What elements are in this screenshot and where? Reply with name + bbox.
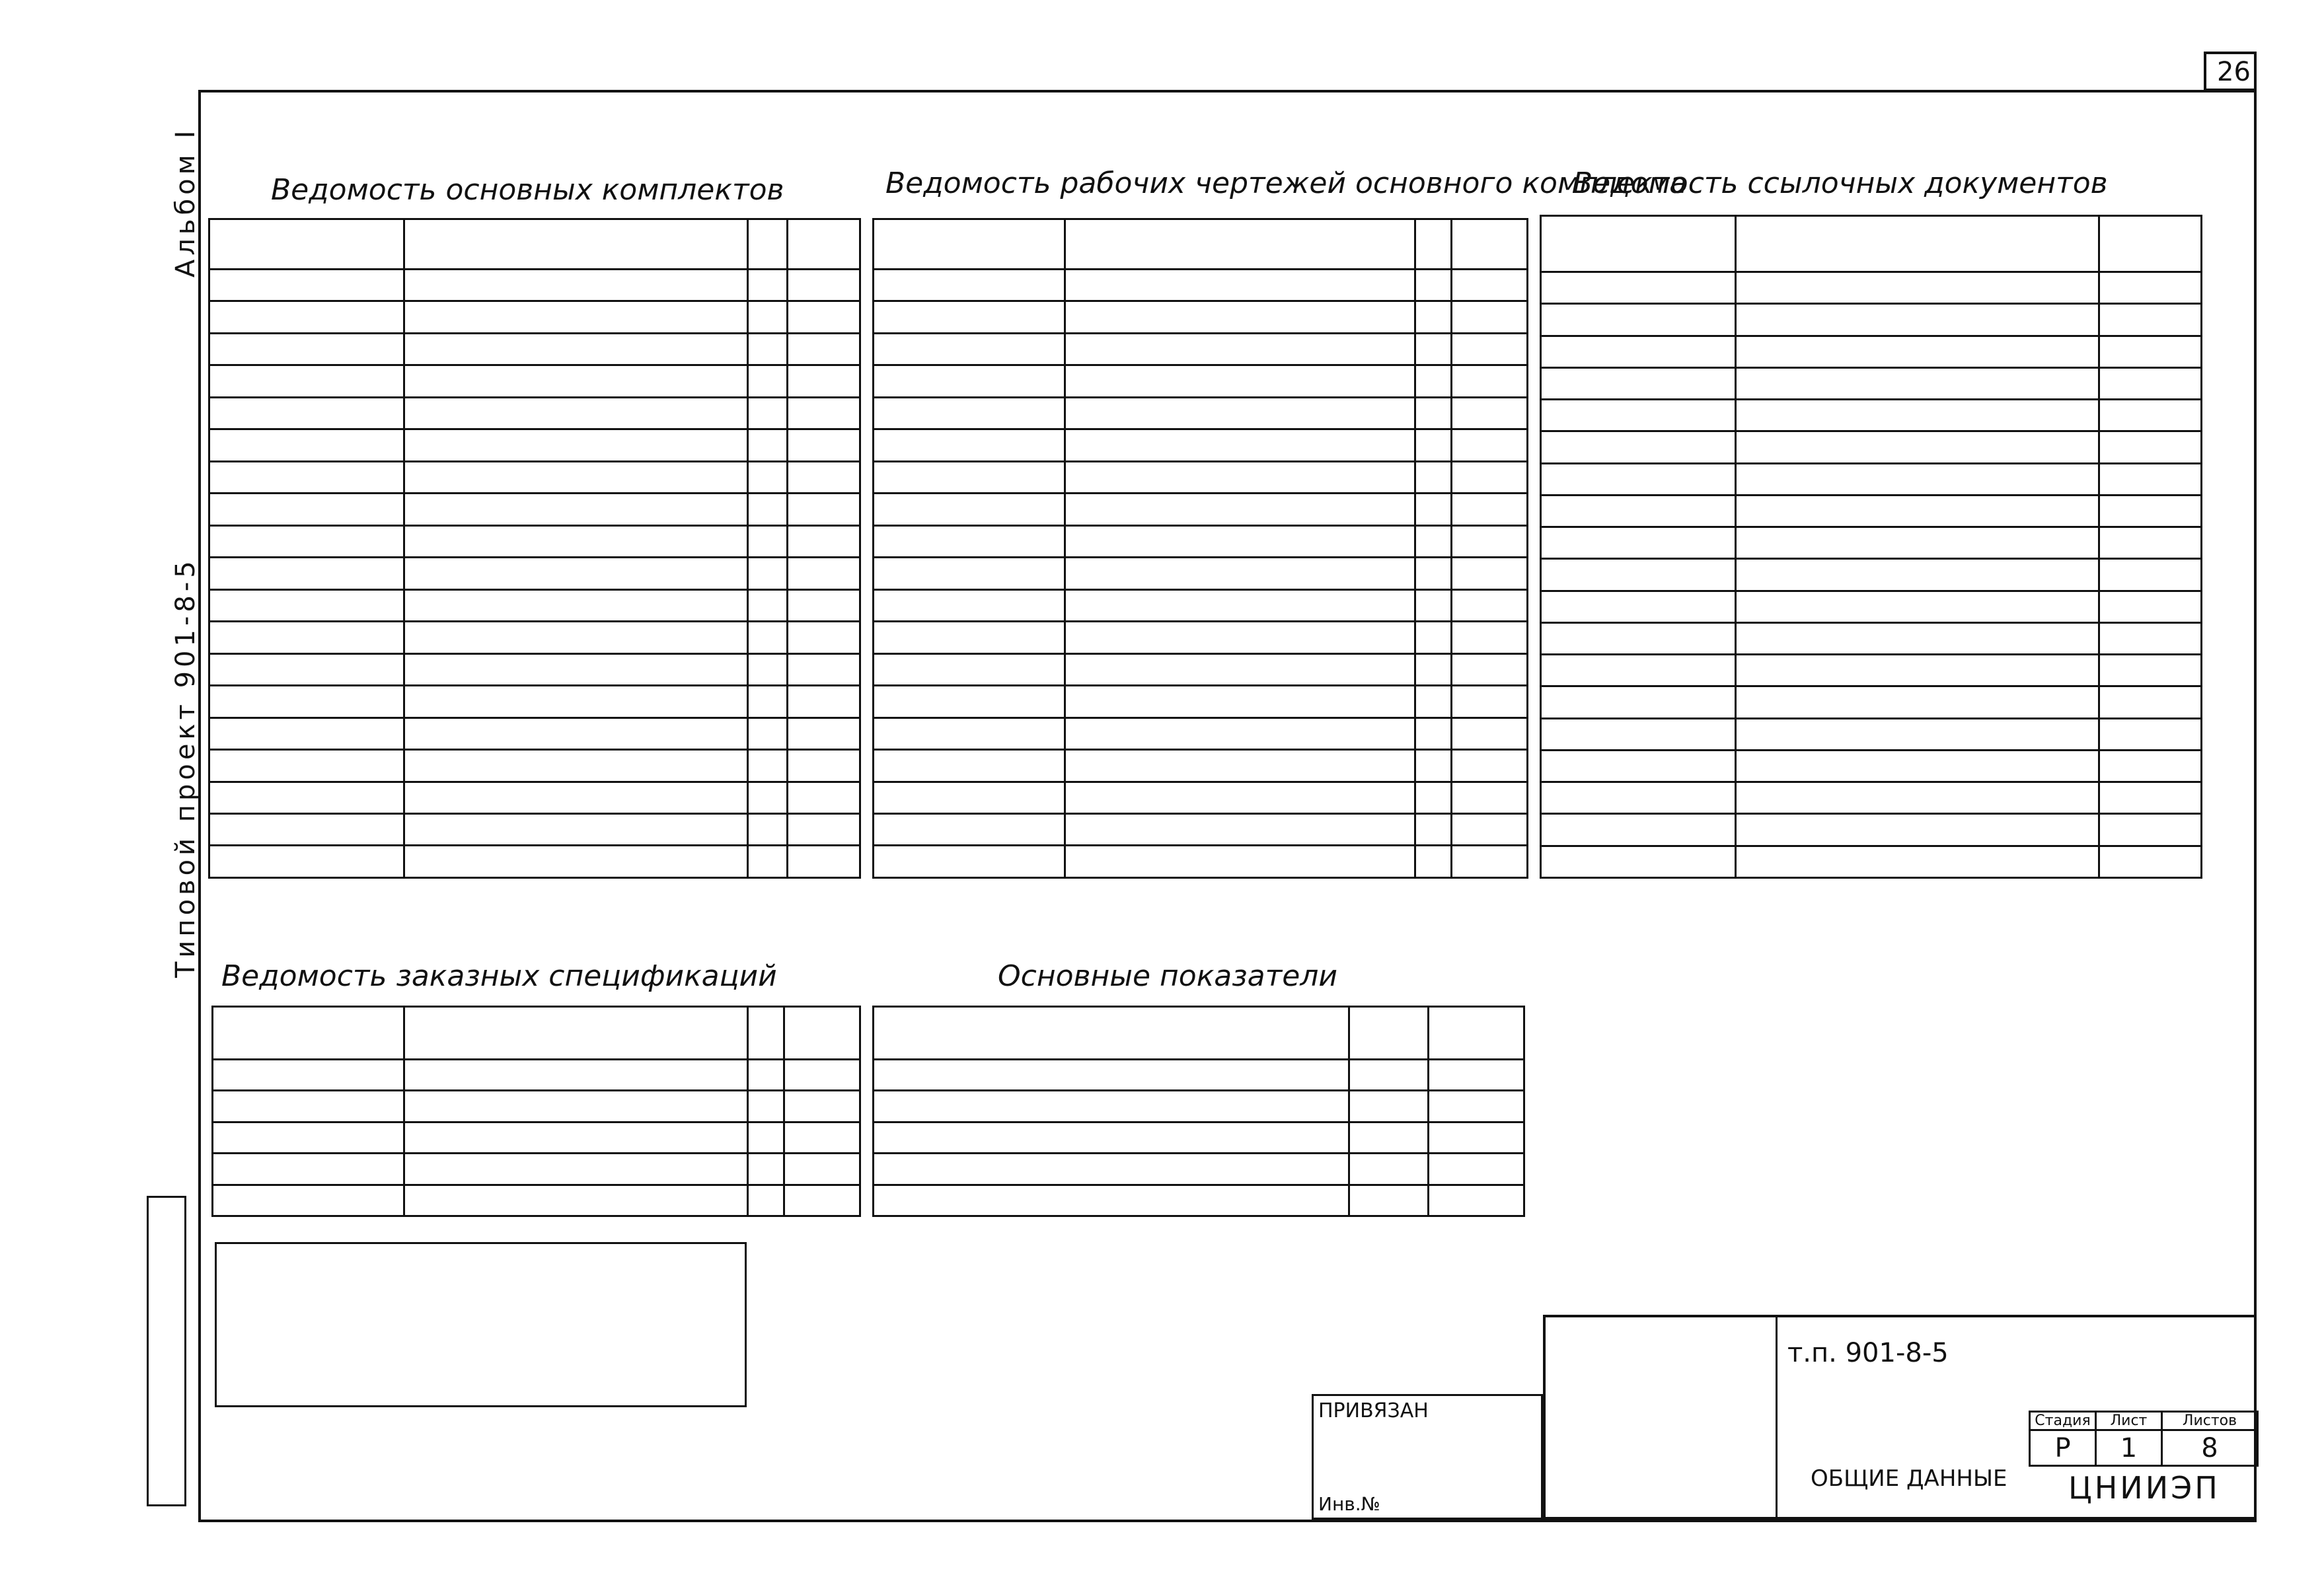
- sheets-value: 8: [2162, 1430, 2258, 1466]
- organization: ЦНИИЭП: [2068, 1470, 2220, 1506]
- album-label: Альбом I: [170, 126, 201, 277]
- indicators-heading: Основные показатели: [998, 959, 1338, 993]
- stage-value: Р: [2030, 1430, 2096, 1466]
- sheet-value: 1: [2096, 1430, 2162, 1466]
- stage-header: Стадия: [2030, 1412, 2096, 1430]
- main-sets-table: [208, 218, 861, 879]
- ordered-specs-heading: Ведомость заказных спецификаций: [221, 959, 777, 993]
- ordered-specs-table: [211, 1006, 861, 1217]
- reference-docs-table: [1540, 215, 2202, 879]
- inventory-label: Инв.№: [1318, 1493, 1380, 1515]
- designer-note-box: [215, 1242, 747, 1407]
- sheets-header: Листов: [2162, 1412, 2258, 1430]
- working-drawings-heading: Ведомость рабочих чертежей основного комплекта: [885, 166, 1688, 200]
- main-sets-heading: Ведомость основных комплектов: [271, 173, 784, 207]
- designation: т.п. 901-8-5: [1787, 1338, 1949, 1368]
- signature-grid: [1543, 1315, 1778, 1520]
- sheet-title: ОБЩИЕ ДАННЫЕ: [1811, 1465, 2007, 1492]
- working-drawings-table: [872, 218, 1528, 879]
- binding-label: ПРИВЯЗАН: [1318, 1399, 1429, 1422]
- reference-docs-heading: Ведомость ссылочных документов: [1573, 166, 2108, 200]
- corner-number: 26: [2217, 57, 2251, 87]
- left-stamp-strip: [147, 1196, 186, 1506]
- indicators-table: [872, 1006, 1525, 1217]
- stage-sheet-table: [2029, 1411, 2259, 1467]
- sheet-header: Лист: [2096, 1412, 2162, 1430]
- project-label: Типовой проект 901-8-5: [170, 557, 201, 978]
